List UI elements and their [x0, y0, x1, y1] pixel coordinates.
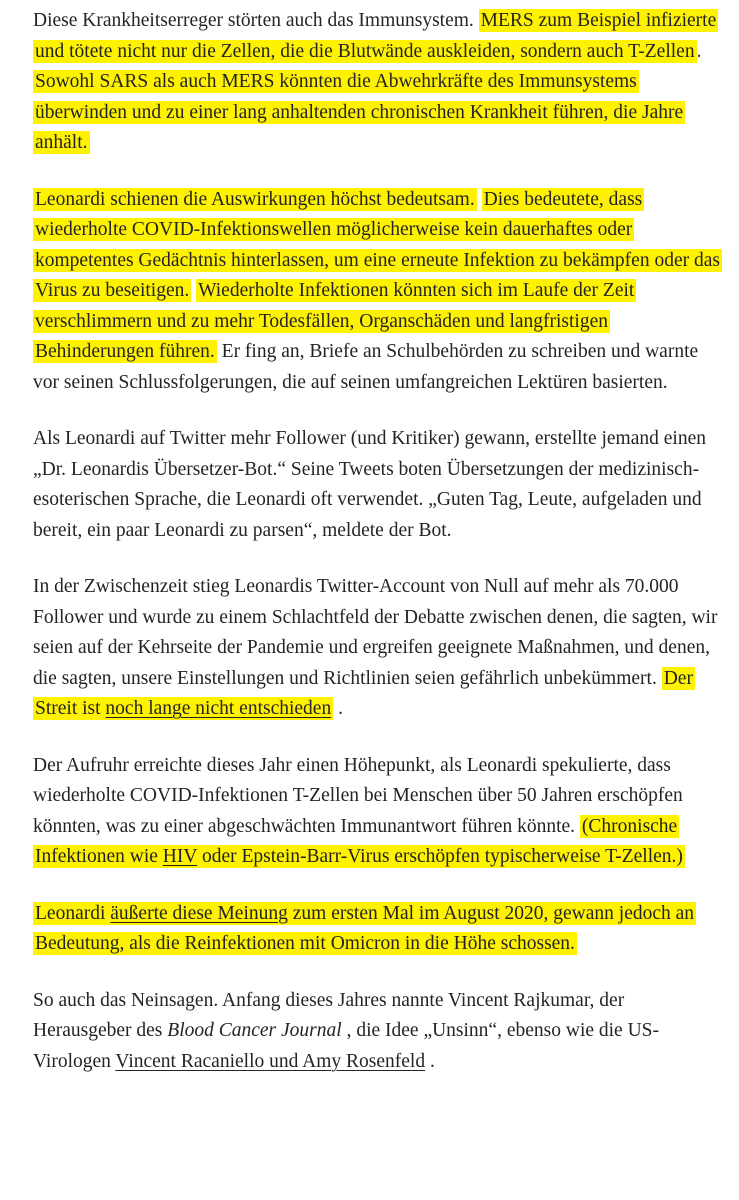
paragraph-2-text-1	[477, 189, 482, 210]
paragraph-7-text-2: , die Idee „Unsinn“, ebenso wie die US-Virologen	[33, 1020, 660, 1072]
link-aeusserte-diese-meinung[interactable]: äußerte diese Meinung	[110, 902, 288, 924]
paragraph-7	[33, 986, 727, 1078]
paragraph-1-text-2: .	[696, 40, 702, 62]
paragraph-4-text-1: In der Zwischenzeit stieg Leonardis Twitter-Account von Null auf mehr als 70.000 Follower und wurde zu einem Schlachtfeld der Debatte zwischen denen, die sagten, wir seien auf der Kehrseite der Pandemie und ergreifen geeignete Maßnahmen, und denen, die sagten, unsere Einstellungen und Richtlinien seien gefährlich unbekümmert.	[33, 576, 718, 689]
paragraph-5-text-1: Der Aufruhr erreichte dieses Jahr einen Höhepunkt, als Leonardi spekulierte, dass wiederholte COVID-Infektionen T-Zellen bei Menschen über 50 Jahren erschöpfen könnten, was zu einer abgeschwächten Immunantwort führen könnte.	[33, 754, 683, 837]
link-noch-lange-nicht-entschieden[interactable]: noch lange nicht entschieden	[105, 698, 332, 719]
paragraph-5	[33, 751, 727, 873]
paragraph-5-highlight-text-1: (Chronische Infektionen wie	[35, 815, 678, 867]
paragraph-3	[33, 424, 727, 546]
paragraph-4-text-2: .	[333, 698, 343, 719]
journal-title: Blood Cancer Journal	[167, 1020, 342, 1041]
paragraph-6-highlight-text-2: zum ersten Mal im August 2020, gewann jedoch an Bedeutung, als die Reinfektionen mit Omicron in die Höhe schossen.	[35, 902, 695, 954]
highlight-mers-example[interactable]: MERS zum Beispiel infizierte und tötete nicht nur die Zellen, die die Blutwände auskleiden, sondern auch T-Zellen	[35, 10, 717, 62]
highlight-covid-waves[interactable]: Dies bedeutete, dass wiederholte COVID-Infektionswellen möglicherweise kein dauerhaftes oder kompetentes Gedächtnis hinterlassen, um eine erneute Infektion zu bekämpfen oder das Virus zu beseitigen.	[35, 188, 720, 301]
highlight-leonardi-opinion[interactable]	[33, 902, 696, 956]
paragraph-6	[33, 899, 727, 960]
paragraph-2	[33, 185, 727, 399]
highlight-repeated-infections[interactable]: Wiederholte Infektionen könnten sich im Laufe der Zeit verschlimmern und zu mehr Todesfällen, Organschäden und langfristigen Behinderungen führen.	[35, 280, 635, 362]
paragraph-1	[33, 6, 727, 159]
paragraph-5-highlight-text-2: oder Epstein-Barr-Virus erschöpfen typischerweise T-Zellen.)	[197, 846, 683, 867]
link-hiv[interactable]: HIV	[162, 846, 198, 867]
link-racaniello-rosenfeld[interactable]: Vincent Racaniello und Amy Rosenfeld	[115, 1050, 426, 1072]
paragraph-7-text-3: .	[425, 1050, 435, 1072]
paragraph-2-text-3: Er fing an, Briefe an Schulbehörden zu schreiben und warnte vor seinen Schlussfolgerungen, die auf seinen umfangreichen Lektüren basierten.	[33, 341, 699, 393]
paragraph-3-text-1: Als Leonardi auf Twitter mehr Follower (und Kritiker) gewann, erstellte jemand einen „Dr. Leonardis Übersetzer-Bot.“ Seine Tweets boten Übersetzungen der medizinisch-esoterischen Sprache, die Leonardi oft verwendet. „Guten Tag, Leute, aufgeladen und bereit, ein paar Leonardi zu parsen“, meldete der Bot.	[33, 428, 706, 541]
paragraph-4	[33, 572, 727, 725]
paragraph-6-highlight-text-1: Leonardi	[35, 902, 111, 924]
paragraph-4-highlight-text: Der Streit ist	[35, 667, 693, 719]
paragraph-7-text-1: So auch das Neinsagen. Anfang dieses Jahres nannte Vincent Rajkumar, der Herausgeber des	[33, 989, 625, 1041]
paragraph-1-text-1: Diese Krankheitserreger störten auch das Immunsystem.	[33, 10, 479, 31]
highlight-sars-mers[interactable]: Sowohl SARS als auch MERS könnten die Abwehrkräfte des Immunsystems überwinden und zu einer lang anhaltenden chronischen Krankheit führen, die Jahre anhält.	[35, 71, 684, 153]
highlight-leonardi-effects[interactable]: Leonardi schienen die Auswirkungen höchst bedeutsam.	[35, 188, 475, 210]
